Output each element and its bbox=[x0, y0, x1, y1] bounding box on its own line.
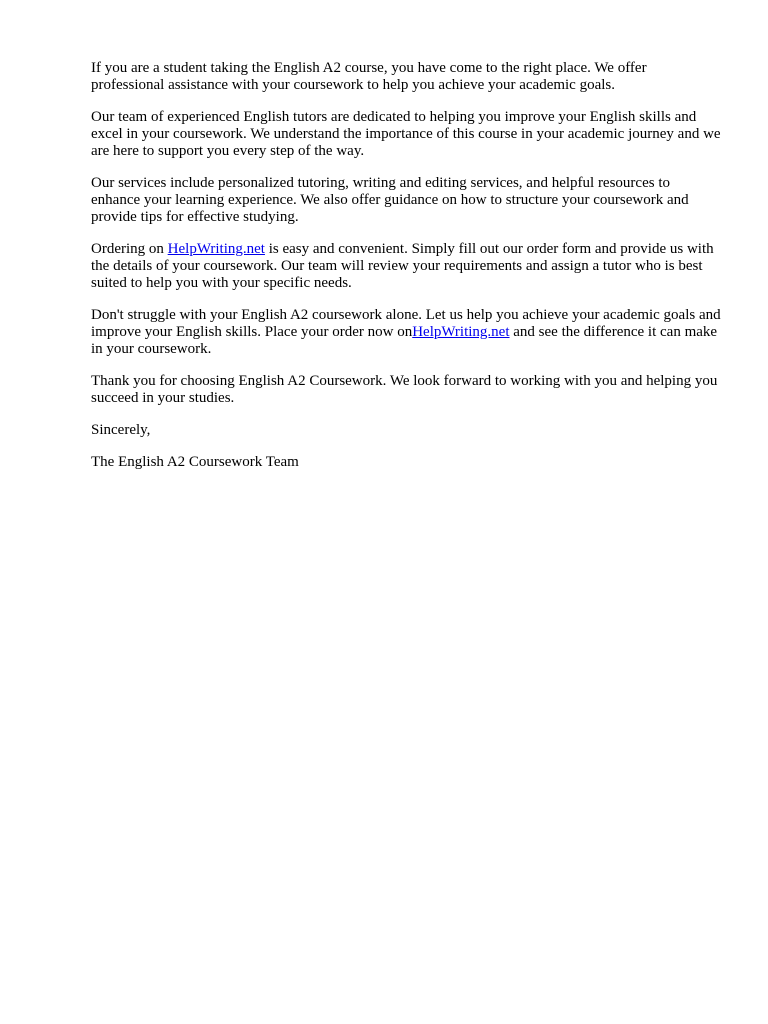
document-body bbox=[91, 60, 721, 486]
ordering-text-after: is easy and convenient. Simply fill out our order form and provide us with the details of your coursework. Our team will review your requirements and assign a tutor who is best suited to help you with your specific needs. bbox=[91, 241, 714, 291]
team-paragraph: Our team of experienced English tutors are dedicated to helping you improve your English skills and excel in your coursework. We understand the importance of this course in your academic journey and we are here to support you every step of the way. bbox=[91, 109, 721, 159]
intro-paragraph: If you are a student taking the English A2 course, you have come to the right place. We offer professional assistance with your coursework to help you achieve your academic goals. bbox=[91, 60, 647, 93]
services-paragraph: Our services include personalized tutoring, writing and editing services, and helpful resources to enhance your learning experience. We also offer guidance on how to structure your coursework and provide tips for effective studying. bbox=[91, 175, 689, 225]
helpwriting-link-order[interactable]: HelpWriting.net bbox=[412, 324, 510, 340]
helpwriting-link[interactable]: HelpWriting.net bbox=[167, 241, 265, 257]
cta-text-before: Don't struggle with your English A2 coursework alone. Let us help you achieve your academic goals and improve your English skills. Place your order now on bbox=[91, 307, 721, 340]
thanks-paragraph: Thank you for choosing English A2 Coursework. We look forward to working with you and helping you succeed in your studies. bbox=[91, 373, 718, 406]
ordering-text-before: Ordering on bbox=[91, 241, 168, 257]
cta-text-after: and see the difference it can make in your coursework. bbox=[91, 324, 718, 357]
ordering-paragraph bbox=[91, 241, 721, 292]
closing-line: Sincerely, bbox=[91, 422, 151, 438]
signature-line: The English A2 Coursework Team bbox=[91, 454, 299, 470]
call-to-action-paragraph bbox=[91, 307, 721, 358]
